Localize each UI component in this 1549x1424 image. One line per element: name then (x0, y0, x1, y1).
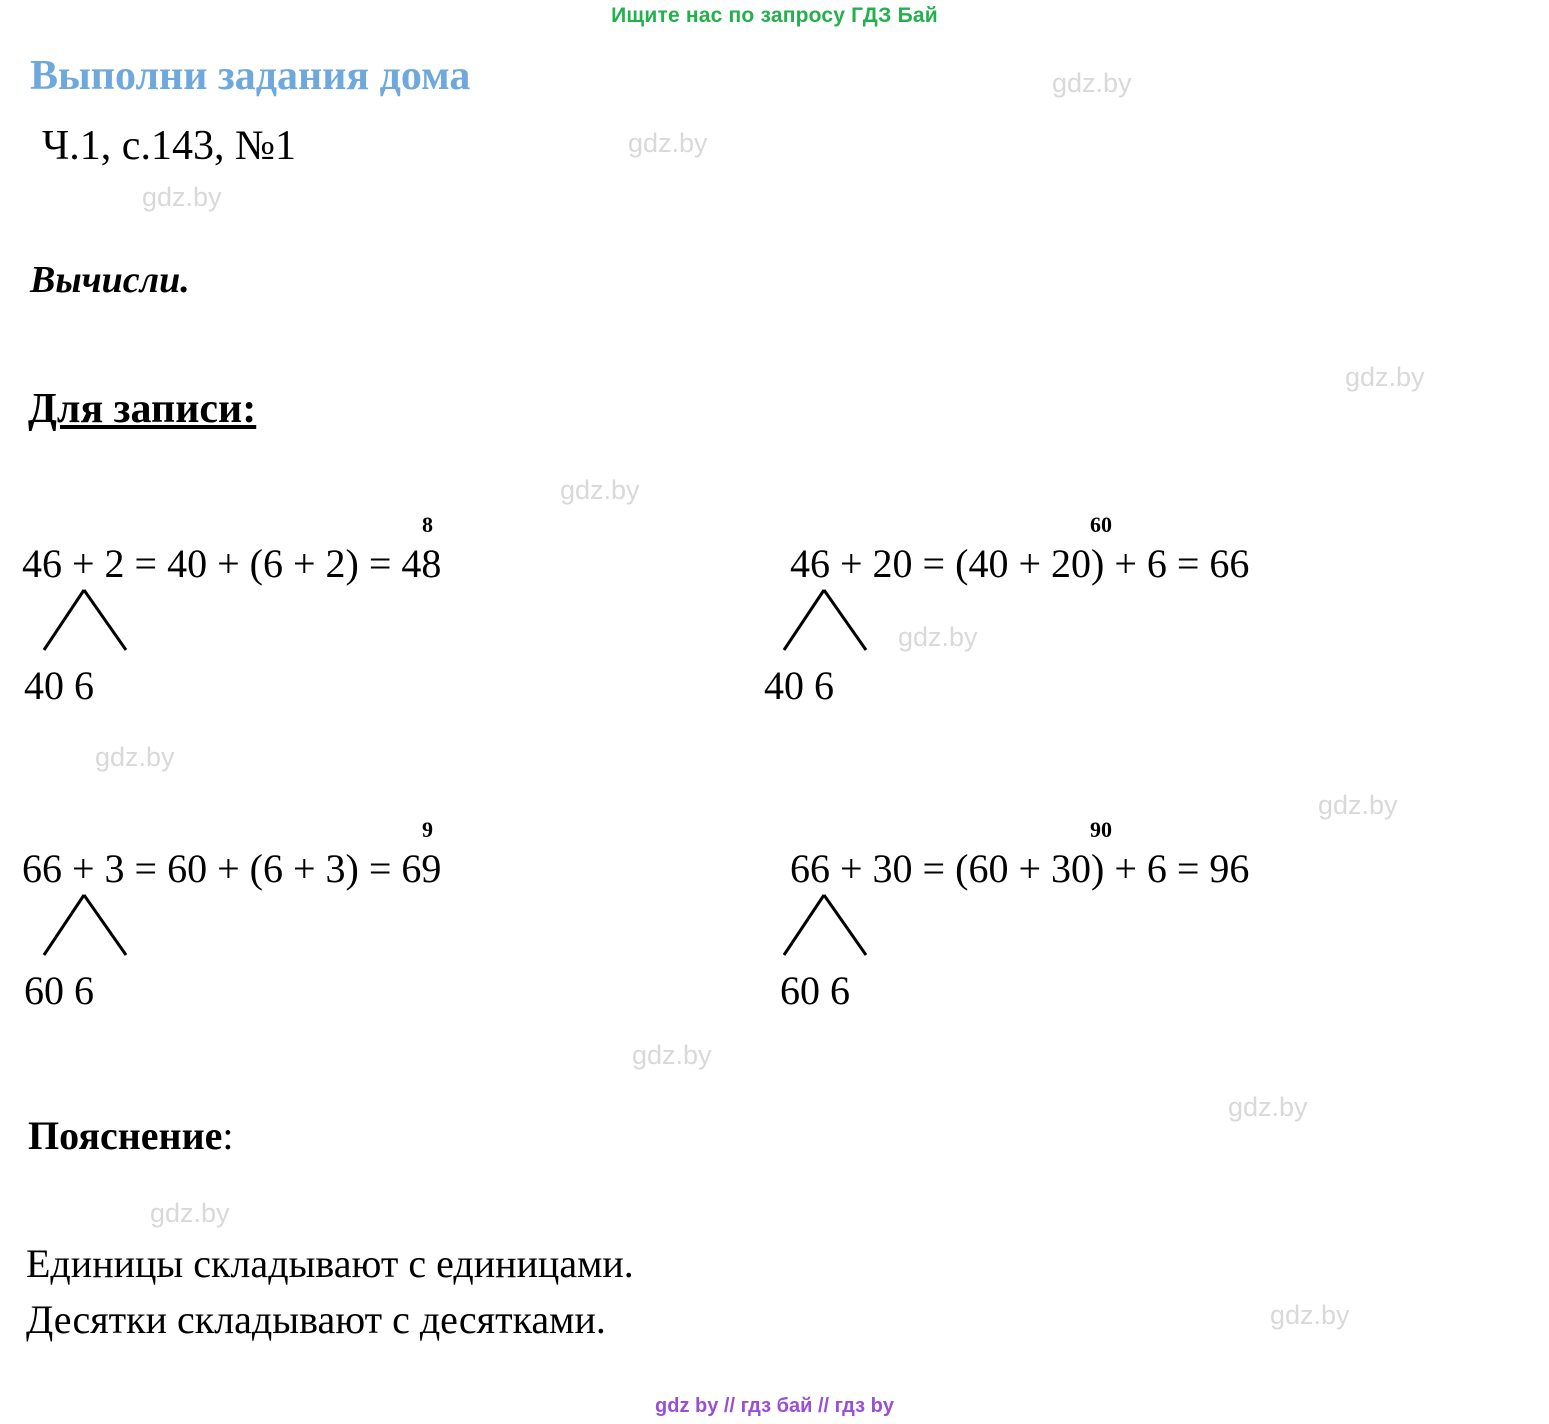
watermark: gdz.by (632, 1040, 712, 1070)
watermark: gdz.by (1228, 1092, 1308, 1122)
page-title: Выполни задания дома (30, 53, 471, 99)
watermark: gdz.by (95, 742, 175, 772)
explanation-label (28, 1112, 234, 1159)
watermark: gdz.by (1318, 790, 1398, 820)
decomposition-parts: 40 6 (764, 663, 834, 708)
equation-line: 66 + 3 = 60 + (6 + 3) = 69 (22, 846, 442, 891)
equation-line: 66 + 30 = (60 + 30) + 6 = 96 (790, 846, 1250, 891)
watermark: gdz.by (560, 475, 640, 505)
explanation-line-1: Единицы складывают с единицами. (26, 1241, 634, 1286)
decomposition-branches-icon (36, 893, 146, 963)
decomposition-parts: 40 6 (24, 663, 94, 708)
watermark: gdz.by (1270, 1300, 1350, 1330)
footer-credits: gdz by // гдз бай // гдз by (655, 1395, 894, 1417)
sum-note: 60 (1090, 512, 1112, 537)
watermark: gdz.by (1345, 362, 1425, 392)
section-label-record: Для записи: (28, 386, 257, 432)
watermark: gdz.by (898, 622, 978, 652)
equation-line: 46 + 2 = 40 + (6 + 2) = 48 (22, 541, 442, 586)
decomposition-parts: 60 6 (24, 968, 94, 1013)
watermark: gdz.by (628, 128, 708, 158)
explanation-line-2: Десятки складывают с десятками. (26, 1297, 606, 1342)
decomposition-branches-icon (776, 588, 886, 658)
page-reference: Ч.1, с.143, №1 (42, 123, 297, 169)
sum-note: 8 (422, 512, 433, 537)
task-instruction: Вычисли. (30, 259, 190, 301)
decomposition-branches-icon (776, 893, 886, 963)
watermark: gdz.by (150, 1198, 230, 1228)
solution-block (22, 512, 442, 708)
solution-block (22, 817, 442, 1013)
decomposition-branches-icon (36, 588, 146, 658)
explanation-label-colon: : (222, 1113, 234, 1158)
decomposition-parts: 60 6 (780, 968, 850, 1013)
watermark: gdz.by (1052, 68, 1132, 98)
watermark: gdz.by (142, 182, 222, 212)
explanation-label-bold: Пояснение (28, 1113, 223, 1158)
sum-note: 90 (1090, 817, 1112, 842)
sum-note: 9 (422, 817, 433, 842)
solution-block (780, 817, 1250, 1013)
site-banner: Ищите нас по запросу ГДЗ Бай (611, 4, 938, 27)
equation-line: 46 + 20 = (40 + 20) + 6 = 66 (790, 541, 1250, 586)
